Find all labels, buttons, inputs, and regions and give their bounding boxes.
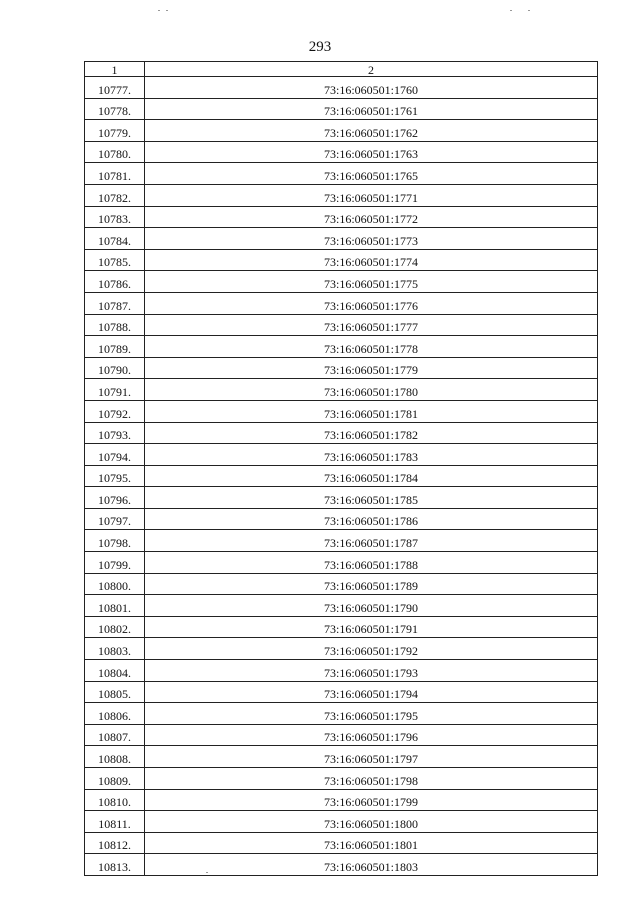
row-number-cell: 10798. <box>85 530 145 552</box>
row-number-cell: 10808. <box>85 746 145 768</box>
cadastral-number-cell: 73:16:060501:1792 <box>145 638 598 660</box>
page-number: 293 <box>308 39 332 55</box>
table-row <box>85 789 598 811</box>
table-row <box>85 595 598 617</box>
row-number-cell: 10804. <box>85 660 145 682</box>
cadastral-number-cell: 73:16:060501:1799 <box>145 789 598 811</box>
cadastral-number-cell: 73:16:060501:1801 <box>145 832 598 854</box>
cadastral-number-cell: 73:16:060501:1787 <box>145 530 598 552</box>
table-row <box>85 141 598 163</box>
row-number-cell: 10806. <box>85 703 145 725</box>
row-number-cell: 10795. <box>85 465 145 487</box>
cadastral-number-cell: 73:16:060501:1789 <box>145 573 598 595</box>
cadastral-number-cell: 73:16:060501:1784 <box>145 465 598 487</box>
cadastral-number-cell: 73:16:060501:1798 <box>145 768 598 790</box>
table-row <box>85 530 598 552</box>
cadastral-number-cell: 73:16:060501:1778 <box>145 336 598 358</box>
row-number-cell: 10789. <box>85 336 145 358</box>
row-number-cell: 10797. <box>85 508 145 530</box>
cadastral-number-cell: 73:16:060501:1779 <box>145 357 598 379</box>
row-number-cell: 10812. <box>85 832 145 854</box>
cadastral-number-cell: 73:16:060501:1761 <box>145 98 598 120</box>
table-row <box>85 811 598 833</box>
table-row <box>85 249 598 271</box>
table-row <box>85 681 598 703</box>
cadastral-number-cell: 73:16:060501:1762 <box>145 120 598 142</box>
cadastral-number-cell: 73:16:060501:1796 <box>145 724 598 746</box>
row-number-cell: 10799. <box>85 552 145 574</box>
table-row <box>85 444 598 466</box>
table-row <box>85 77 598 99</box>
cadastral-number-cell: 73:16:060501:1800 <box>145 811 598 833</box>
row-number-cell: 10813. <box>85 854 145 876</box>
table-row <box>85 422 598 444</box>
row-number-cell: 10809. <box>85 768 145 790</box>
table-row <box>85 573 598 595</box>
row-number-cell: 10807. <box>85 724 145 746</box>
cadastral-number-cell: 73:16:060501:1775 <box>145 271 598 293</box>
scan-speck <box>166 10 168 11</box>
cadastral-number-cell: 73:16:060501:1763 <box>145 141 598 163</box>
table-row <box>85 660 598 682</box>
row-number-cell: 10792. <box>85 400 145 422</box>
scan-speck <box>528 10 530 11</box>
cadastral-number-cell: 73:16:060501:1782 <box>145 422 598 444</box>
cadastral-number-cell: 73:16:060501:1774 <box>145 249 598 271</box>
row-number-cell: 10779. <box>85 120 145 142</box>
table-row <box>85 465 598 487</box>
column-header-1: 1 <box>85 62 145 77</box>
table-row <box>85 703 598 725</box>
cadastral-number-cell: 73:16:060501:1780 <box>145 379 598 401</box>
table-row <box>85 98 598 120</box>
cadastral-number-cell: 73:16:060501:1793 <box>145 660 598 682</box>
cadastral-number-cell: 73:16:060501:1760 <box>145 77 598 99</box>
table-row <box>85 746 598 768</box>
table-row <box>85 854 598 876</box>
table-row <box>85 206 598 228</box>
table-row <box>85 552 598 574</box>
row-number-cell: 10810. <box>85 789 145 811</box>
cadastral-number-cell: 73:16:060501:1773 <box>145 228 598 250</box>
table-row <box>85 616 598 638</box>
table-row <box>85 292 598 314</box>
row-number-cell: 10778. <box>85 98 145 120</box>
row-number-cell: 10793. <box>85 422 145 444</box>
cadastral-number-cell: 73:16:060501:1783 <box>145 444 598 466</box>
row-number-cell: 10788. <box>85 314 145 336</box>
cadastral-number-cell: 73:16:060501:1776 <box>145 292 598 314</box>
row-number-cell: 10800. <box>85 573 145 595</box>
row-number-cell: 10785. <box>85 249 145 271</box>
row-number-cell: 10801. <box>85 595 145 617</box>
row-number-cell: 10787. <box>85 292 145 314</box>
cadastral-number-cell: 73:16:060501:1772 <box>145 206 598 228</box>
table-header-row <box>85 62 598 77</box>
cadastral-number-cell: 73:16:060501:1788 <box>145 552 598 574</box>
row-number-cell: 10805. <box>85 681 145 703</box>
row-number-cell: 10783. <box>85 206 145 228</box>
cadastral-number-cell: 73:16:060501:1794 <box>145 681 598 703</box>
cadastral-number-cell: 73:16:060501:1765 <box>145 163 598 185</box>
table-row <box>85 832 598 854</box>
cadastral-number-cell: 73:16:060501:1786 <box>145 508 598 530</box>
table-row <box>85 379 598 401</box>
row-number-cell: 10811. <box>85 811 145 833</box>
cadastral-number-cell: 73:16:060501:1803 <box>145 854 598 876</box>
cadastral-number-cell: 73:16:060501:1797 <box>145 746 598 768</box>
row-number-cell: 10782. <box>85 184 145 206</box>
row-number-cell: 10780. <box>85 141 145 163</box>
cadastral-number-cell: 73:16:060501:1771 <box>145 184 598 206</box>
table-row <box>85 487 598 509</box>
table-row <box>85 357 598 379</box>
row-number-cell: 10790. <box>85 357 145 379</box>
cadastral-number-cell: 73:16:060501:1790 <box>145 595 598 617</box>
column-header-2: 2 <box>145 62 598 77</box>
row-number-cell: 10803. <box>85 638 145 660</box>
row-number-cell: 10791. <box>85 379 145 401</box>
table-row <box>85 163 598 185</box>
table-row <box>85 400 598 422</box>
row-number-cell: 10802. <box>85 616 145 638</box>
cadastral-number-cell: 73:16:060501:1777 <box>145 314 598 336</box>
row-number-cell: 10794. <box>85 444 145 466</box>
scan-speck <box>158 10 160 11</box>
row-number-cell: 10781. <box>85 163 145 185</box>
row-number-cell: 10796. <box>85 487 145 509</box>
table-row <box>85 336 598 358</box>
row-number-cell: 10784. <box>85 228 145 250</box>
table-row <box>85 638 598 660</box>
cadastral-number-cell: 73:16:060501:1791 <box>145 616 598 638</box>
cadastral-number-cell: 73:16:060501:1795 <box>145 703 598 725</box>
row-number-cell: 10777. <box>85 77 145 99</box>
cadastral-number-cell: 73:16:060501:1781 <box>145 400 598 422</box>
table-row <box>85 120 598 142</box>
table-row <box>85 508 598 530</box>
table-row <box>85 271 598 293</box>
table-row <box>85 768 598 790</box>
table-row <box>85 724 598 746</box>
row-number-cell: 10786. <box>85 271 145 293</box>
cadastral-number-cell: 73:16:060501:1785 <box>145 487 598 509</box>
cadastral-table <box>84 61 598 876</box>
scan-speck <box>510 10 512 11</box>
table-row <box>85 314 598 336</box>
table-row <box>85 184 598 206</box>
table-row <box>85 228 598 250</box>
